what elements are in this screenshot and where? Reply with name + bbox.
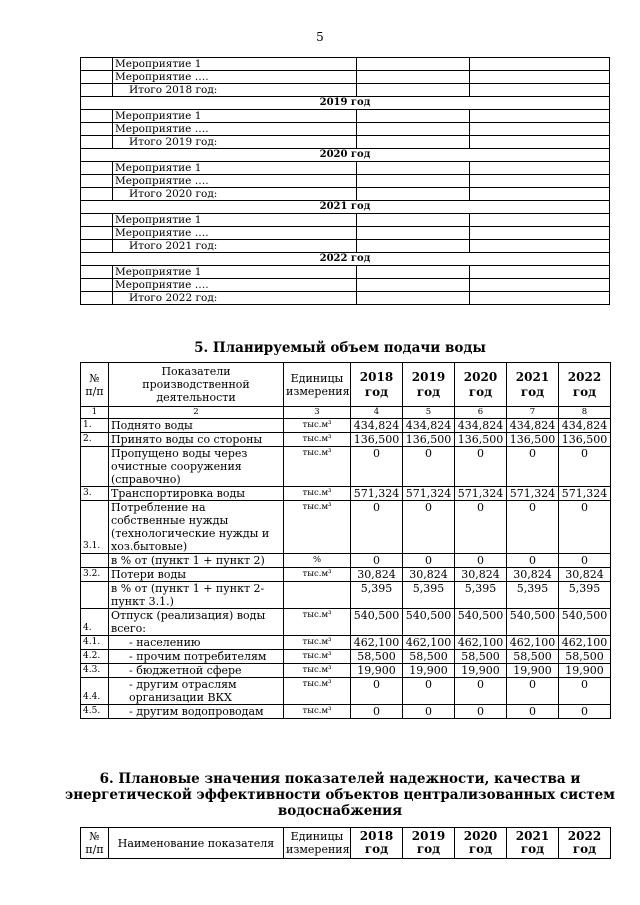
row-value: 540,500 bbox=[455, 609, 507, 636]
row-unit: тыс.м³ bbox=[284, 419, 351, 433]
row-value: 462,100 bbox=[559, 636, 611, 650]
row-value: 136,500 bbox=[507, 433, 559, 447]
row-number bbox=[81, 447, 109, 487]
measure-label: Мероприятие …. bbox=[113, 71, 357, 84]
row-indicator: Принято воды со стороны bbox=[109, 433, 284, 447]
measure-label: Мероприятие 1 bbox=[113, 58, 357, 71]
year-header: 2019 год bbox=[81, 97, 610, 110]
page-number: 5 bbox=[316, 30, 324, 44]
measure-label: Мероприятие …. bbox=[113, 227, 357, 240]
header-unit: Единицы измерения bbox=[284, 828, 351, 859]
row-number bbox=[81, 582, 109, 609]
header-2018: 2018 год bbox=[351, 363, 403, 407]
row-value: 571,324 bbox=[455, 487, 507, 501]
year-header-row bbox=[81, 149, 610, 162]
row-value: 5,395 bbox=[455, 582, 507, 609]
row-number: 2. bbox=[81, 433, 109, 447]
measures-table bbox=[80, 57, 610, 305]
table-row bbox=[81, 227, 610, 240]
measure-label: Мероприятие …. bbox=[113, 175, 357, 188]
row-indicator: в % от (пункт 1 + пункт 2) bbox=[109, 554, 284, 568]
row-indicator: Отпуск (реализация) воды всего: bbox=[109, 609, 284, 636]
header-2018: 2018 год bbox=[351, 828, 403, 859]
table-row bbox=[81, 214, 610, 227]
row-value: 58,500 bbox=[507, 650, 559, 664]
col-number: 5 bbox=[403, 407, 455, 419]
row-value: 540,500 bbox=[559, 609, 611, 636]
row-unit: тыс.м³ bbox=[284, 664, 351, 678]
table-row bbox=[81, 188, 610, 201]
table-row bbox=[81, 136, 610, 149]
row-indicator: в % от (пункт 1 + пункт 2- пункт 3.1.) bbox=[109, 582, 284, 609]
row-value: 462,100 bbox=[455, 636, 507, 650]
row-indicator: - другим отраслям организации ВКХ bbox=[109, 678, 284, 705]
row-value: 136,500 bbox=[455, 433, 507, 447]
row-value: 434,824 bbox=[403, 419, 455, 433]
table-row bbox=[81, 419, 611, 433]
row-number: 4.3. bbox=[81, 664, 109, 678]
row-value: 58,500 bbox=[403, 650, 455, 664]
header-name: Наименование показателя bbox=[109, 828, 284, 859]
row-value: 540,500 bbox=[507, 609, 559, 636]
table-row bbox=[81, 71, 610, 84]
row-value: 462,100 bbox=[351, 636, 403, 650]
measure-label: Мероприятие 1 bbox=[113, 266, 357, 279]
row-number bbox=[81, 554, 109, 568]
row-value: 5,395 bbox=[559, 582, 611, 609]
table-row bbox=[81, 292, 610, 305]
row-value: 136,500 bbox=[351, 433, 403, 447]
row-value: 0 bbox=[403, 705, 455, 719]
table-row bbox=[81, 84, 610, 97]
row-unit: тыс.м³ bbox=[284, 650, 351, 664]
row-indicator: - бюджетной сфере bbox=[109, 664, 284, 678]
header-2019: 2019 год bbox=[403, 828, 455, 859]
column-numbers-row bbox=[81, 407, 611, 419]
table-row bbox=[81, 175, 610, 188]
row-indicator: Пропущено воды через очистные сооружения (справочно) bbox=[109, 447, 284, 487]
indicators-table bbox=[80, 827, 611, 859]
row-number: 1. bbox=[81, 419, 109, 433]
row-value: 19,900 bbox=[507, 664, 559, 678]
year-header-row bbox=[81, 201, 610, 214]
row-value: 30,824 bbox=[351, 568, 403, 582]
table-row bbox=[81, 650, 611, 664]
table-row bbox=[81, 609, 611, 636]
table-row bbox=[81, 582, 611, 609]
col-number: 4 bbox=[351, 407, 403, 419]
year-header-row bbox=[81, 253, 610, 266]
measure-label: Мероприятие …. bbox=[113, 123, 357, 136]
row-value: 58,500 bbox=[455, 650, 507, 664]
row-value: 434,824 bbox=[351, 419, 403, 433]
table-row bbox=[81, 678, 611, 705]
header-no: № п/п bbox=[81, 363, 109, 407]
measure-label: Мероприятие 1 bbox=[113, 110, 357, 123]
row-value: 0 bbox=[455, 678, 507, 705]
header-2022: 2022 год bbox=[559, 363, 611, 407]
table-row bbox=[81, 568, 611, 582]
row-unit: % bbox=[284, 554, 351, 568]
col-number: 2 bbox=[109, 407, 284, 419]
header-indicator: Показатели производственной деятельности bbox=[109, 363, 284, 407]
table-row bbox=[81, 433, 611, 447]
row-unit: тыс.м³ bbox=[284, 487, 351, 501]
row-value: 0 bbox=[507, 705, 559, 719]
row-unit: тыс.м³ bbox=[284, 678, 351, 705]
measure-label: Мероприятие 1 bbox=[113, 214, 357, 227]
measure-label: Мероприятие 1 bbox=[113, 162, 357, 175]
row-unit: тыс.м³ bbox=[284, 705, 351, 719]
row-value: 0 bbox=[403, 447, 455, 487]
year-header: 2022 год bbox=[81, 253, 610, 266]
row-value: 434,824 bbox=[559, 419, 611, 433]
row-unit: тыс.м³ bbox=[284, 501, 351, 554]
total-label: Итого 2020 год: bbox=[113, 188, 357, 201]
row-value: 5,395 bbox=[507, 582, 559, 609]
row-value: 19,900 bbox=[351, 664, 403, 678]
row-indicator: - другим водопроводам bbox=[109, 705, 284, 719]
row-value: 571,324 bbox=[351, 487, 403, 501]
row-value: 0 bbox=[351, 447, 403, 487]
total-label: Итого 2019 год: bbox=[113, 136, 357, 149]
row-value: 0 bbox=[351, 678, 403, 705]
table-row bbox=[81, 487, 611, 501]
header-2020: 2020 год bbox=[455, 363, 507, 407]
row-value: 0 bbox=[559, 554, 611, 568]
row-value: 0 bbox=[403, 501, 455, 554]
row-number: 4.2. bbox=[81, 650, 109, 664]
table-row bbox=[81, 240, 610, 253]
table-row bbox=[81, 162, 610, 175]
row-number: 4.5. bbox=[81, 705, 109, 719]
table-row bbox=[81, 110, 610, 123]
header-2021: 2021 год bbox=[507, 363, 559, 407]
header-2021: 2021 год bbox=[507, 828, 559, 859]
row-value: 462,100 bbox=[507, 636, 559, 650]
row-indicator: - населению bbox=[109, 636, 284, 650]
row-value: 0 bbox=[351, 501, 403, 554]
row-value: 571,324 bbox=[507, 487, 559, 501]
header-row bbox=[81, 828, 611, 859]
row-indicator: Поднято воды bbox=[109, 419, 284, 433]
row-value: 0 bbox=[403, 554, 455, 568]
row-value: 540,500 bbox=[403, 609, 455, 636]
row-value: 0 bbox=[559, 501, 611, 554]
table-row bbox=[81, 636, 611, 650]
col-number: 7 bbox=[507, 407, 559, 419]
row-indicator: - прочим потребителям bbox=[109, 650, 284, 664]
table-row bbox=[81, 554, 611, 568]
row-value: 571,324 bbox=[559, 487, 611, 501]
total-label: Итого 2021 год: bbox=[113, 240, 357, 253]
row-value: 19,900 bbox=[455, 664, 507, 678]
year-header-row bbox=[81, 97, 610, 110]
section-5-title: 5. Планируемый объем подачи воды bbox=[194, 340, 486, 356]
row-value: 0 bbox=[351, 705, 403, 719]
row-value: 136,500 bbox=[559, 433, 611, 447]
year-header: 2020 год bbox=[81, 149, 610, 162]
row-value: 5,395 bbox=[351, 582, 403, 609]
row-value: 0 bbox=[351, 554, 403, 568]
measure-label: Мероприятие …. bbox=[113, 279, 357, 292]
row-value: 58,500 bbox=[351, 650, 403, 664]
row-value: 30,824 bbox=[507, 568, 559, 582]
water-supply-table bbox=[80, 362, 611, 719]
row-indicator: Транспортировка воды bbox=[109, 487, 284, 501]
row-value: 0 bbox=[507, 554, 559, 568]
table-row bbox=[81, 266, 610, 279]
col-number: 6 bbox=[455, 407, 507, 419]
col-number: 1 bbox=[81, 407, 109, 419]
row-value: 0 bbox=[507, 501, 559, 554]
row-indicator: Потери воды bbox=[109, 568, 284, 582]
header-row bbox=[81, 363, 611, 407]
row-indicator: Потребление на собственные нужды (технологические нужды и хоз.бытовые) bbox=[109, 501, 284, 554]
row-unit: тыс.м³ bbox=[284, 609, 351, 636]
total-label: Итого 2022 год: bbox=[113, 292, 357, 305]
row-value: 0 bbox=[559, 705, 611, 719]
row-number: 4.4. bbox=[81, 678, 109, 705]
row-value: 571,324 bbox=[403, 487, 455, 501]
row-value: 0 bbox=[507, 678, 559, 705]
row-value: 0 bbox=[455, 501, 507, 554]
header-no: № п/п bbox=[81, 828, 109, 859]
row-value: 0 bbox=[455, 705, 507, 719]
table-row bbox=[81, 501, 611, 554]
row-value: 30,824 bbox=[455, 568, 507, 582]
table-row bbox=[81, 58, 610, 71]
col-number: 8 bbox=[559, 407, 611, 419]
header-2020: 2020 год bbox=[455, 828, 507, 859]
row-unit: тыс.м³ bbox=[284, 568, 351, 582]
table-row bbox=[81, 705, 611, 719]
row-value: 0 bbox=[507, 447, 559, 487]
row-value: 30,824 bbox=[403, 568, 455, 582]
row-number: 3.1. bbox=[81, 501, 109, 554]
row-value: 0 bbox=[455, 447, 507, 487]
table-row bbox=[81, 447, 611, 487]
table-row bbox=[81, 664, 611, 678]
year-header: 2021 год bbox=[81, 201, 610, 214]
row-value: 19,900 bbox=[559, 664, 611, 678]
row-number: 3.2. bbox=[81, 568, 109, 582]
table-row bbox=[81, 279, 610, 292]
row-value: 434,824 bbox=[455, 419, 507, 433]
row-value: 540,500 bbox=[351, 609, 403, 636]
row-number: 3. bbox=[81, 487, 109, 501]
section-6-title: 6. Плановые значения показателей надежности, качества и энергетической эффективности объектов централизованных систем водоснабжения bbox=[65, 771, 615, 819]
row-value: 30,824 bbox=[559, 568, 611, 582]
row-value: 5,395 bbox=[403, 582, 455, 609]
row-number: 4.1. bbox=[81, 636, 109, 650]
row-unit bbox=[284, 582, 351, 609]
row-value: 0 bbox=[559, 678, 611, 705]
row-unit: тыс.м³ bbox=[284, 447, 351, 487]
total-label: Итого 2018 год: bbox=[113, 84, 357, 97]
header-2022: 2022 год bbox=[559, 828, 611, 859]
row-value: 0 bbox=[403, 678, 455, 705]
row-number: 4. bbox=[81, 609, 109, 636]
row-value: 434,824 bbox=[507, 419, 559, 433]
row-value: 462,100 bbox=[403, 636, 455, 650]
header-unit: Единицы измерения bbox=[284, 363, 351, 407]
row-value: 136,500 bbox=[403, 433, 455, 447]
row-unit: тыс.м³ bbox=[284, 636, 351, 650]
table-row bbox=[81, 123, 610, 136]
row-value: 19,900 bbox=[403, 664, 455, 678]
row-value: 58,500 bbox=[559, 650, 611, 664]
header-2019: 2019 год bbox=[403, 363, 455, 407]
row-value: 0 bbox=[559, 447, 611, 487]
col-number: 3 bbox=[284, 407, 351, 419]
row-unit: тыс.м³ bbox=[284, 433, 351, 447]
row-value: 0 bbox=[455, 554, 507, 568]
